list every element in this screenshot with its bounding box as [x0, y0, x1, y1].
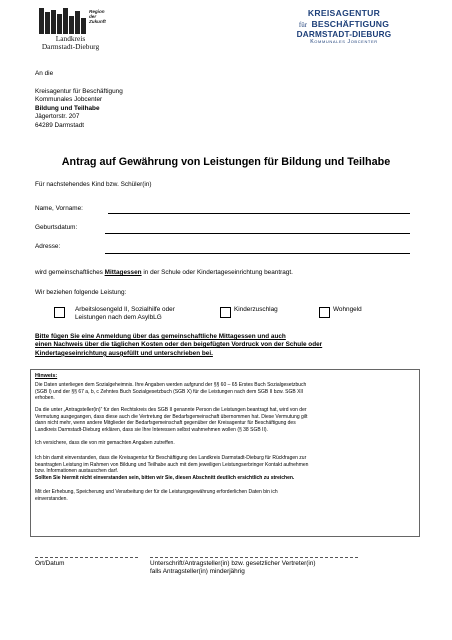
address-line-1: Kreisagentur für Beschäftigung [35, 88, 123, 95]
signature-label: Unterschrift/Antragsteller(in) bzw. gesetzlicher Vertreter(in) falls Antragsteller(in) minderjährig [150, 560, 316, 576]
landkreis-logo [33, 8, 108, 54]
hinweis-paragraph-1: Die Daten unterliegen dem Sozialgeheimnis. Ihre Angaben werden aufgrund der §§ 60 – 65 Erstes Buch Sozialgesetzbuch (SGB I) und der §§ 67 a, b, c Zehntes Buch Sozialgesetzbuch (SGB X) für die Leistungen nach dem SGB II bzw. SGB XII erhoben. [35, 382, 307, 402]
logo-name-2: Darmstadt-Dieburg [41, 42, 100, 51]
address-city: 64289 Darmstadt [35, 121, 85, 129]
signature-line[interactable] [150, 557, 358, 558]
field-name-label: Name, Vorname: [35, 205, 83, 212]
hinweis-box [30, 369, 420, 537]
field-birth-line[interactable] [105, 233, 410, 234]
field-name-line[interactable] [108, 213, 410, 214]
logo-right-line4: Kommunales Jobcenter [310, 39, 378, 45]
option-wohngeld-label: Wohngeld [333, 306, 362, 313]
place-date-line[interactable] [35, 557, 138, 558]
field-address-label: Adresse: [35, 243, 61, 250]
hinweis-paragraph-4: Ich bin damit einverstanden, dass die Kreisagentur für Beschäftigung des Landkreis Darmstadt-Dieburg für Rückfragen zur beantragten Leistung im Rahmen von Bildung und Teilhabe auch mit dem jeweiligen Leistungserbringer Kontakt aufnehmen bzw. Informationen austauschen darf. Sollten Sie hiermit nicht einverstanden sein, bitten wir Sie, diesen Abschnitt deutlich ersichtlich zu streichen. [35, 455, 309, 481]
leistung-intro: Wir beziehen folgende Leistung: [35, 289, 127, 296]
logo-name-1: Landkreis [55, 34, 86, 43]
hinweis-paragraph-2: Da die unter „Antragsteller(in)“ für den Rechtskreis des SGB II genannte Person die Leistungen beantragt hat, wird von der Vermutung ausgegangen, dass diese auch die Vertretung der Bedarfsgemeinschaft übernommen hat. Diese Vermutung gilt dann nicht mehr, wenn andere Mitglieder der Bedarfsgemeinschaft gegenüber der Kreisagentur für Beschäftigung des Landkreis Darmstadt-Dieburg erklären, dass sie Ihre Interessen selbst wahrnehmen wollen (§ 38 SGB II). [35, 407, 308, 433]
checkbox-alg2[interactable] [54, 307, 65, 318]
mittagessen-text: wird gemeinschaftliches Mittagessen in der Schule oder Kindertageseinrichtung beantragt. [35, 269, 293, 276]
address-salutation: An die [35, 70, 54, 77]
field-address-line[interactable] [105, 253, 410, 254]
address-street: Jägertorstr. 207 [35, 113, 80, 121]
hinweis-paragraph-5: Mit der Erhebung, Speicherung und Verarbeitung der für die Leistungsgewährung erforderlichen Daten bin ich einverstanden. [35, 489, 278, 502]
address-dept: Bildung und Teilhabe [35, 104, 100, 112]
logo-right-line2: BESCHÄFTIGUNG [311, 19, 390, 29]
attachment-notice: Bitte fügen Sie eine Anmeldung über das gemeinschaftliche Mittagessen und auch einen Nachweis über die täglichen Kosten oder den beigefügten Vordruck von der Schule oder Kindertageseinrichtung ausgefüllt und unterschrieben bei. [35, 333, 323, 357]
mittagessen-keyword: Mittagessen [104, 269, 142, 276]
option-alg2-label: Arbeitslosengeld II, Sozialhilfe oder Leistungen nach dem AsylbLG [75, 306, 175, 322]
logo-tagline-1: Region [89, 9, 105, 14]
logo-right-prefix: für [298, 21, 308, 29]
option-kinderzuschlag-label: Kinderzuschlag [234, 306, 278, 313]
field-birth-label: Geburtsdatum: [35, 224, 78, 231]
address-block [35, 88, 123, 130]
form-subtitle: Für nachstehendes Kind bzw. Schüler(in) [35, 181, 152, 188]
kreisagentur-logo [284, 8, 404, 54]
place-date-label: Ort/Datum [35, 560, 65, 567]
logo-right-line3: DARMSTADT-DIEBURG [296, 30, 392, 39]
form-title: Antrag auf Gewährung von Leistungen für Bildung und Teilhabe [61, 156, 391, 168]
hinweis-paragraph-3: Ich versichere, dass die von mir gemachten Angaben zutreffen. [35, 440, 175, 446]
logo-right-line1: KREISAGENTUR [307, 8, 381, 18]
address-line-2: Kommunales Jobcenter [35, 96, 103, 104]
hinweis-heading: Hinweis: [35, 373, 58, 379]
logo-tagline-2: der Zukunft [89, 14, 106, 24]
checkbox-kinderzuschlag[interactable] [220, 307, 231, 318]
checkbox-wohngeld[interactable] [319, 307, 330, 318]
